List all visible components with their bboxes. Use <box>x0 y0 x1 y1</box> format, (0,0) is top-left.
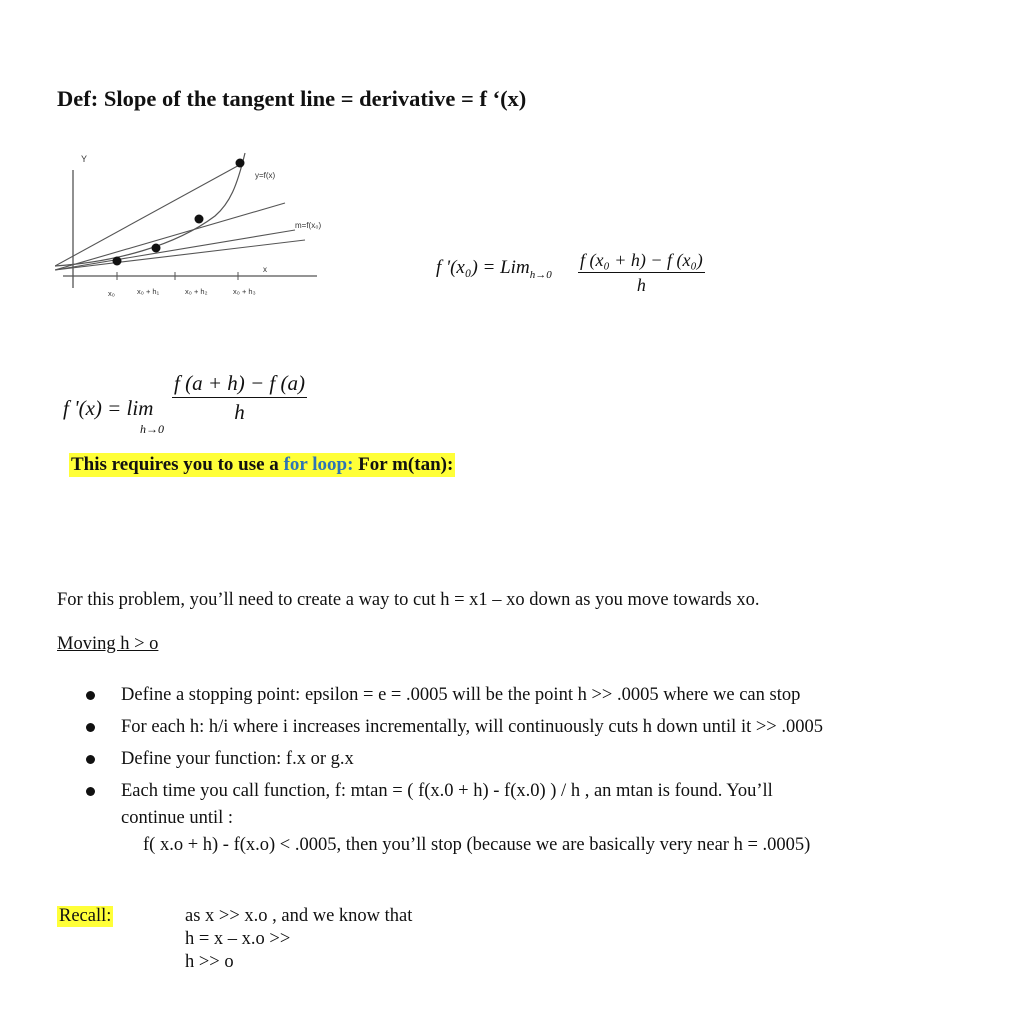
moving-heading: Moving h > o <box>57 634 159 654</box>
recall-block <box>185 905 412 974</box>
secant-line-2 <box>55 203 285 270</box>
formula2-lim-sub: h→0 <box>140 422 164 436</box>
list-item <box>84 746 984 773</box>
formula2-denominator: h <box>234 400 245 424</box>
bullet4-line1: Each time you call function, f: mtan = ( f(x.0 + h) - f(x.0) ) / h , an mtan is found. You’ll <box>121 781 773 801</box>
formula1-fraction <box>578 250 705 296</box>
point-h2 <box>195 215 204 224</box>
bullet-dot-icon <box>86 691 95 700</box>
page-title: Def: Slope of the tangent line = derivative = f ‘(x) <box>57 86 527 111</box>
problem-paragraph: For this problem, you’ll need to create a way to cut h = x1 – xo down as you move towards xo. <box>57 590 760 610</box>
secant-line-1 <box>55 230 295 270</box>
recall-line: h = x – x.o >> <box>185 929 291 949</box>
tangent-label: m=f(x₀) <box>295 221 322 230</box>
point-h1 <box>152 244 161 253</box>
list-item-text: For each h: h/i where i increases incrementally, will continuously cuts h down until it >> .0005 <box>121 717 823 737</box>
tick-label: x₀ + h₃ <box>233 287 256 296</box>
formula-derivative-a <box>63 396 153 421</box>
formula2-fraction <box>172 371 307 425</box>
formula1-numerator: f (x₀ + h) − f (x₀) <box>578 250 705 273</box>
recall-line: h >> o <box>185 952 234 972</box>
recall-line: as x >> x.o , and we know that <box>185 906 413 926</box>
banner-prefix: This requires you to use a <box>71 454 284 475</box>
bullet-dot-icon <box>86 723 95 732</box>
formula1-denominator: h <box>636 275 646 295</box>
steps-list <box>84 682 984 864</box>
formula1-lhs: f '(x₀) = Lim <box>436 257 530 278</box>
bullet-dot-icon <box>86 787 95 796</box>
bullet4-line3: f( x.o + h) - f(x.o) < .0005, then you’ll stop (because we are basically very near h = .0005) <box>143 835 811 855</box>
point-h3 <box>236 159 245 168</box>
x-marker: x <box>263 265 267 274</box>
list-item <box>84 714 981 741</box>
formula2-lhs: f '(x) = lim <box>63 396 154 420</box>
list-item <box>84 778 984 859</box>
recall-label: Recall: <box>59 906 112 926</box>
point-x0 <box>113 257 122 266</box>
tick-label: x₀ <box>108 289 115 298</box>
loop-banner <box>69 453 455 477</box>
formula2-numerator: f (a + h) − f (a) <box>172 371 307 398</box>
list-item-text: Define a stopping point: epsilon = e = .0005 will be the point h >> .0005 where we can stop <box>121 685 801 705</box>
banner-suffix: For m(tan): <box>353 454 454 475</box>
formula-derivative-x0 <box>436 257 552 281</box>
curve-label: y=f(x) <box>255 171 276 180</box>
formula1-lim-sub: h→0 <box>529 269 552 281</box>
bullet4-line2: continue until : <box>121 808 234 828</box>
list-item <box>84 682 984 709</box>
curve <box>55 153 245 266</box>
bullet-dot-icon <box>86 755 95 764</box>
tangent-line <box>55 240 305 270</box>
list-item-text: Define your function: f.x or g.x <box>121 749 354 769</box>
tick-label: x₀ + h₂ <box>185 287 208 296</box>
y-axis-label: Y <box>81 154 88 164</box>
banner-loop-keyword: for loop: <box>283 454 354 475</box>
tick-label: x₀ + h₁ <box>137 287 160 296</box>
tangent-diagram <box>55 148 355 313</box>
